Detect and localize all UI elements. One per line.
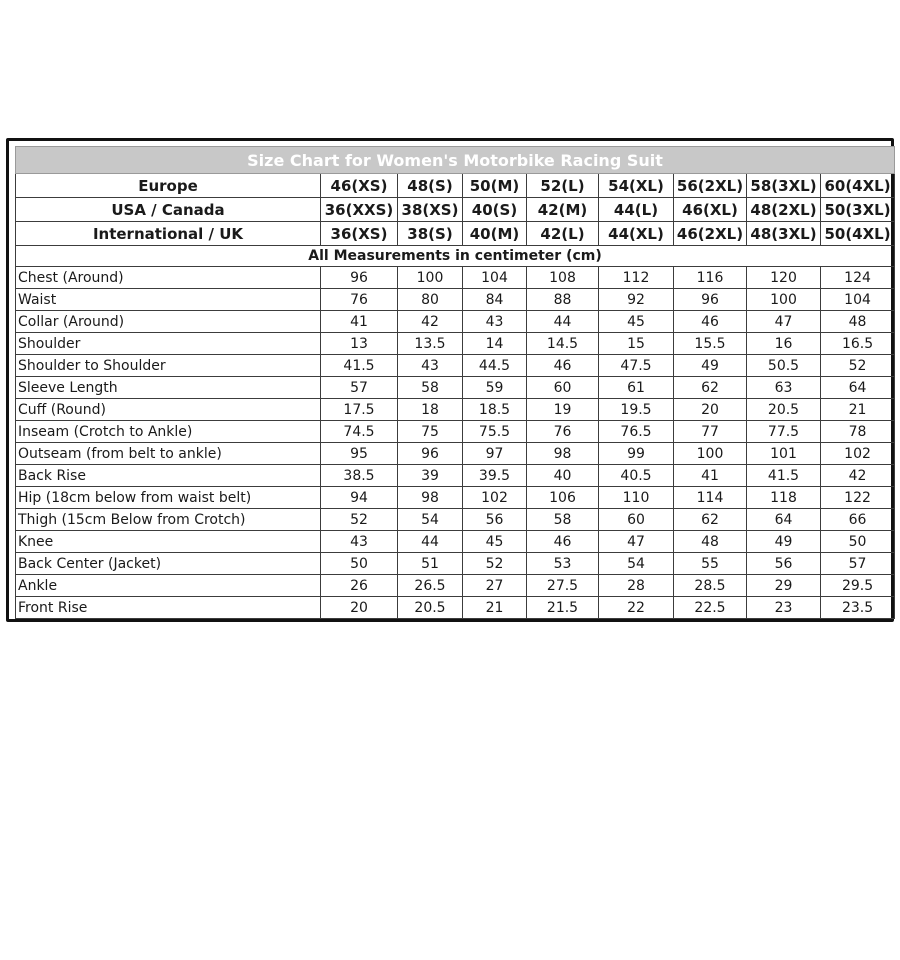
size-cell: 42(L) xyxy=(527,222,599,246)
measurement-value: 75 xyxy=(398,421,463,443)
title-row xyxy=(16,147,895,174)
measurement-row xyxy=(16,333,895,355)
measurement-value: 15.5 xyxy=(674,333,747,355)
size-cell: 58(3XL) xyxy=(747,174,821,198)
measurement-value: 78 xyxy=(821,421,895,443)
size-cell: 50(3XL) xyxy=(821,198,895,222)
measurement-row xyxy=(16,399,895,421)
measurement-value: 62 xyxy=(674,377,747,399)
measurement-value: 97 xyxy=(463,443,527,465)
measurement-value: 100 xyxy=(398,267,463,289)
size-system-label: Europe xyxy=(16,174,321,198)
measurement-value: 48 xyxy=(821,311,895,333)
units-note-row xyxy=(16,246,895,267)
measurement-value: 14 xyxy=(463,333,527,355)
measurement-label: Waist xyxy=(16,289,321,311)
measurement-value: 104 xyxy=(821,289,895,311)
measurement-value: 15 xyxy=(599,333,674,355)
measurement-value: 99 xyxy=(599,443,674,465)
measurement-value: 23 xyxy=(747,597,821,619)
measurement-value: 41 xyxy=(321,311,398,333)
measurement-label: Chest (Around) xyxy=(16,267,321,289)
measurement-value: 47 xyxy=(747,311,821,333)
measurement-value: 60 xyxy=(527,377,599,399)
size-cell: 40(M) xyxy=(463,222,527,246)
measurement-value: 45 xyxy=(599,311,674,333)
measurement-row xyxy=(16,289,895,311)
measurement-value: 44 xyxy=(527,311,599,333)
measurement-value: 74.5 xyxy=(321,421,398,443)
measurement-value: 26 xyxy=(321,575,398,597)
measurement-value: 58 xyxy=(527,509,599,531)
measurement-row xyxy=(16,487,895,509)
size-system-row xyxy=(16,174,895,198)
measurement-value: 59 xyxy=(463,377,527,399)
measurement-value: 18.5 xyxy=(463,399,527,421)
measurement-value: 53 xyxy=(527,553,599,575)
measurement-value: 43 xyxy=(463,311,527,333)
measurement-value: 21 xyxy=(463,597,527,619)
size-cell: 60(4XL) xyxy=(821,174,895,198)
measurement-value: 50 xyxy=(321,553,398,575)
measurement-value: 77 xyxy=(674,421,747,443)
size-cell: 48(3XL) xyxy=(747,222,821,246)
measurement-value: 56 xyxy=(747,553,821,575)
measurement-value: 76 xyxy=(321,289,398,311)
measurement-value: 120 xyxy=(747,267,821,289)
measurement-value: 40 xyxy=(527,465,599,487)
size-cell: 38(S) xyxy=(398,222,463,246)
measurement-value: 20 xyxy=(321,597,398,619)
size-system-label: USA / Canada xyxy=(16,198,321,222)
size-cell: 44(XL) xyxy=(599,222,674,246)
measurement-value: 54 xyxy=(599,553,674,575)
measurement-value: 106 xyxy=(527,487,599,509)
measurement-value: 96 xyxy=(321,267,398,289)
measurement-value: 27.5 xyxy=(527,575,599,597)
measurement-label: Back Rise xyxy=(16,465,321,487)
measurement-value: 22.5 xyxy=(674,597,747,619)
size-chart-table xyxy=(15,146,895,619)
measurement-value: 45 xyxy=(463,531,527,553)
measurement-value: 77.5 xyxy=(747,421,821,443)
measurement-value: 49 xyxy=(674,355,747,377)
measurement-value: 75.5 xyxy=(463,421,527,443)
measurement-row xyxy=(16,531,895,553)
measurement-value: 57 xyxy=(321,377,398,399)
measurement-value: 19.5 xyxy=(599,399,674,421)
measurement-row xyxy=(16,575,895,597)
measurement-value: 63 xyxy=(747,377,821,399)
measurement-label: Shoulder xyxy=(16,333,321,355)
measurement-row xyxy=(16,267,895,289)
measurement-row xyxy=(16,553,895,575)
measurement-value: 39.5 xyxy=(463,465,527,487)
measurement-value: 104 xyxy=(463,267,527,289)
measurement-value: 95 xyxy=(321,443,398,465)
measurement-value: 98 xyxy=(527,443,599,465)
size-cell: 50(M) xyxy=(463,174,527,198)
measurement-value: 80 xyxy=(398,289,463,311)
measurement-value: 20.5 xyxy=(398,597,463,619)
measurement-row xyxy=(16,465,895,487)
measurement-value: 57 xyxy=(821,553,895,575)
measurement-value: 66 xyxy=(821,509,895,531)
measurement-value: 52 xyxy=(463,553,527,575)
chart-title: Size Chart for Women's Motorbike Racing Suit xyxy=(16,147,895,174)
measurement-row xyxy=(16,509,895,531)
measurement-value: 44 xyxy=(398,531,463,553)
measurement-value: 41 xyxy=(674,465,747,487)
size-cell: 38(XS) xyxy=(398,198,463,222)
measurement-value: 20 xyxy=(674,399,747,421)
size-chart-frame xyxy=(6,138,894,622)
measurement-value: 76.5 xyxy=(599,421,674,443)
measurement-value: 54 xyxy=(398,509,463,531)
measurement-label: Shoulder to Shoulder xyxy=(16,355,321,377)
measurement-label: Hip (18cm below from waist belt) xyxy=(16,487,321,509)
measurement-value: 13.5 xyxy=(398,333,463,355)
measurement-value: 27 xyxy=(463,575,527,597)
measurement-value: 122 xyxy=(821,487,895,509)
measurement-value: 46 xyxy=(674,311,747,333)
measurement-value: 114 xyxy=(674,487,747,509)
measurement-value: 43 xyxy=(321,531,398,553)
units-note: All Measurements in centimeter (cm) xyxy=(16,246,895,267)
measurement-label: Front Rise xyxy=(16,597,321,619)
measurement-value: 48 xyxy=(674,531,747,553)
measurement-row xyxy=(16,421,895,443)
measurement-value: 100 xyxy=(674,443,747,465)
measurement-value: 43 xyxy=(398,355,463,377)
measurement-value: 124 xyxy=(821,267,895,289)
measurement-value: 14.5 xyxy=(527,333,599,355)
measurement-row xyxy=(16,355,895,377)
measurement-label: Back Center (Jacket) xyxy=(16,553,321,575)
measurement-value: 13 xyxy=(321,333,398,355)
measurement-value: 39 xyxy=(398,465,463,487)
measurement-value: 26.5 xyxy=(398,575,463,597)
size-system-label: International / UK xyxy=(16,222,321,246)
measurement-value: 112 xyxy=(599,267,674,289)
measurement-value: 52 xyxy=(321,509,398,531)
measurement-row xyxy=(16,377,895,399)
measurement-value: 98 xyxy=(398,487,463,509)
size-cell: 54(XL) xyxy=(599,174,674,198)
measurement-value: 46 xyxy=(527,355,599,377)
measurement-value: 42 xyxy=(821,465,895,487)
measurement-label: Knee xyxy=(16,531,321,553)
measurement-value: 16 xyxy=(747,333,821,355)
measurement-value: 44.5 xyxy=(463,355,527,377)
measurement-value: 60 xyxy=(599,509,674,531)
measurement-value: 49 xyxy=(747,531,821,553)
measurement-value: 29.5 xyxy=(821,575,895,597)
measurement-value: 41.5 xyxy=(321,355,398,377)
size-cell: 42(M) xyxy=(527,198,599,222)
size-cell: 40(S) xyxy=(463,198,527,222)
measurement-value: 52 xyxy=(821,355,895,377)
measurement-value: 96 xyxy=(398,443,463,465)
measurement-value: 22 xyxy=(599,597,674,619)
size-cell: 44(L) xyxy=(599,198,674,222)
measurement-value: 40.5 xyxy=(599,465,674,487)
measurement-label: Thigh (15cm Below from Crotch) xyxy=(16,509,321,531)
measurement-value: 51 xyxy=(398,553,463,575)
measurement-value: 19 xyxy=(527,399,599,421)
measurement-value: 64 xyxy=(821,377,895,399)
measurement-row xyxy=(16,443,895,465)
measurement-value: 20.5 xyxy=(747,399,821,421)
measurement-value: 61 xyxy=(599,377,674,399)
measurement-value: 23.5 xyxy=(821,597,895,619)
measurement-value: 101 xyxy=(747,443,821,465)
measurement-value: 28.5 xyxy=(674,575,747,597)
measurement-value: 110 xyxy=(599,487,674,509)
measurement-label: Inseam (Crotch to Ankle) xyxy=(16,421,321,443)
measurement-value: 94 xyxy=(321,487,398,509)
measurement-value: 42 xyxy=(398,311,463,333)
size-cell: 48(2XL) xyxy=(747,198,821,222)
measurement-value: 102 xyxy=(463,487,527,509)
measurement-value: 38.5 xyxy=(321,465,398,487)
measurement-row xyxy=(16,597,895,619)
measurement-value: 64 xyxy=(747,509,821,531)
measurement-value: 47 xyxy=(599,531,674,553)
measurement-value: 50.5 xyxy=(747,355,821,377)
size-system-row xyxy=(16,198,895,222)
measurement-value: 41.5 xyxy=(747,465,821,487)
measurement-value: 21 xyxy=(821,399,895,421)
measurement-value: 28 xyxy=(599,575,674,597)
measurement-value: 16.5 xyxy=(821,333,895,355)
size-cell: 52(L) xyxy=(527,174,599,198)
measurement-value: 96 xyxy=(674,289,747,311)
size-cell: 46(XL) xyxy=(674,198,747,222)
measurement-label: Outseam (from belt to ankle) xyxy=(16,443,321,465)
measurement-value: 62 xyxy=(674,509,747,531)
measurement-row xyxy=(16,311,895,333)
measurement-value: 29 xyxy=(747,575,821,597)
measurement-value: 116 xyxy=(674,267,747,289)
measurement-value: 21.5 xyxy=(527,597,599,619)
measurement-value: 58 xyxy=(398,377,463,399)
measurement-label: Cuff (Round) xyxy=(16,399,321,421)
measurement-value: 92 xyxy=(599,289,674,311)
size-cell: 50(4XL) xyxy=(821,222,895,246)
measurement-value: 18 xyxy=(398,399,463,421)
measurement-value: 46 xyxy=(527,531,599,553)
size-cell: 46(2XL) xyxy=(674,222,747,246)
size-cell: 36(XS) xyxy=(321,222,398,246)
measurement-value: 118 xyxy=(747,487,821,509)
size-cell: 48(S) xyxy=(398,174,463,198)
measurement-value: 56 xyxy=(463,509,527,531)
size-system-row xyxy=(16,222,895,246)
measurement-value: 100 xyxy=(747,289,821,311)
measurement-label: Sleeve Length xyxy=(16,377,321,399)
measurement-value: 84 xyxy=(463,289,527,311)
measurement-value: 50 xyxy=(821,531,895,553)
measurement-value: 88 xyxy=(527,289,599,311)
measurement-label: Collar (Around) xyxy=(16,311,321,333)
measurement-value: 17.5 xyxy=(321,399,398,421)
size-cell: 46(XS) xyxy=(321,174,398,198)
measurement-value: 55 xyxy=(674,553,747,575)
measurement-value: 76 xyxy=(527,421,599,443)
size-cell: 56(2XL) xyxy=(674,174,747,198)
measurement-value: 47.5 xyxy=(599,355,674,377)
measurement-value: 102 xyxy=(821,443,895,465)
measurement-label: Ankle xyxy=(16,575,321,597)
measurement-value: 108 xyxy=(527,267,599,289)
size-cell: 36(XXS) xyxy=(321,198,398,222)
